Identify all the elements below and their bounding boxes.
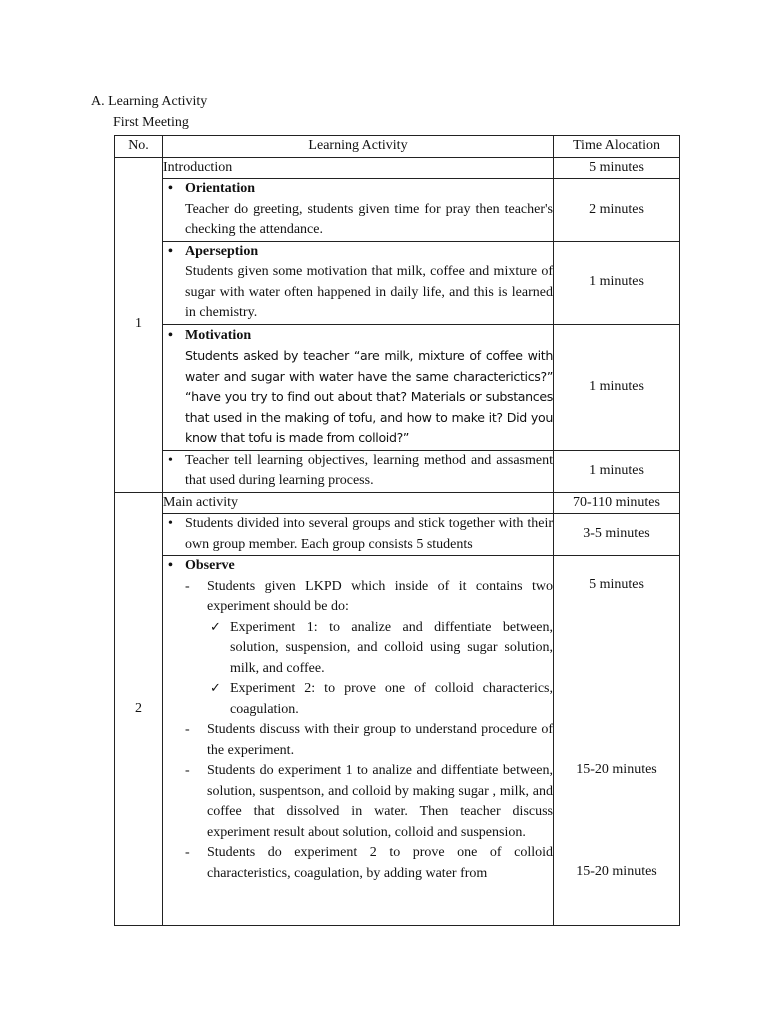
observe-step-4: - Students do experiment 2 to prove one of colloid characteristics, coagulation, by adding water from (163, 843, 553, 884)
aperseption-time: 1 minutes (554, 241, 680, 324)
table-row (115, 514, 680, 556)
orientation-text: Teacher do greeting, students given time for pray then teacher's checking the attendance. (185, 201, 553, 237)
main-title: Main activity (163, 492, 554, 514)
header-time-alocation: Time Alocation (554, 136, 680, 158)
main-time: 70-110 minutes (554, 492, 680, 514)
table-row (115, 324, 680, 450)
header-learning-activity: Learning Activity (163, 136, 554, 158)
observe-time-1: 5 minutes (589, 577, 644, 592)
motivation-cell (163, 324, 554, 450)
table-row (115, 179, 680, 242)
intro-title: Introduction (163, 157, 554, 179)
table-row (115, 157, 680, 179)
table-header-row (115, 136, 680, 158)
aperseption-label: • Aperseption (163, 242, 553, 263)
motivation-time: 1 minutes (554, 324, 680, 450)
aperseption-text: Students given some motivation that milk, coffee and mixture of sugar with water often happened in daily life, and this is learned in chemistry. (185, 264, 553, 320)
table-row (115, 492, 680, 514)
observe-step-1: - Students given LKPD which inside of it contains two experiment should be do: (163, 577, 553, 618)
intro-time: 5 minutes (554, 157, 680, 179)
learning-activity-table (114, 135, 680, 926)
section-heading (91, 92, 207, 133)
groups-cell (163, 514, 554, 556)
header-no: No. (115, 136, 163, 158)
orientation-time: 2 minutes (554, 179, 680, 242)
observe-time-2: 15-20 minutes (576, 762, 657, 777)
observe-step-2: - Students discuss with their group to understand procedure of the experiment. (163, 720, 553, 761)
observe-label: • Observe (163, 556, 553, 577)
objectives-text: • Teacher tell learning objectives, learning method and assasment that used during learning process. (163, 451, 553, 492)
motivation-label: • Motivation (163, 326, 553, 347)
observe-step-3: - Students do experiment 1 to analize and diffentiate between, solution, suspentson, and colloid by making sugar , milk, and coffee that dissolved in water. Then teacher discuss experiment result about solution, colloid and suspension. (163, 761, 553, 843)
observe-experiment-1: ✓ Experiment 1: to analize and diffentiate between, solution, suspension, and colloid using sugar solution, milk, and coffee. (163, 618, 553, 680)
row-number: 2 (115, 492, 163, 926)
motivation-text: Students asked by teacher “are milk, mixture of coffee with water and sugar with water have the same characterictics?” “have you try to find out about that? Materials or substances that used in the making of tofu, and how to make it? Did you know that tofu is made from colloid?” (185, 348, 553, 445)
orientation-cell (163, 179, 554, 242)
section-subtitle: First Meeting (113, 114, 189, 130)
groups-time: 3-5 minutes (554, 514, 680, 556)
observe-time-3: 15-20 minutes (576, 864, 657, 879)
aperseption-cell (163, 241, 554, 324)
groups-text: • Students divided into several groups and stick together with their own group member. Each group consists 5 students (163, 514, 553, 555)
observe-experiment-2: ✓ Experiment 2: to prove one of colloid characterics, coagulation. (163, 679, 553, 720)
observe-time-cell (554, 556, 680, 926)
row-number: 1 (115, 157, 163, 492)
table-row (115, 241, 680, 324)
objectives-time: 1 minutes (554, 450, 680, 492)
section-title: A. Learning Activity (91, 94, 208, 109)
table-row (115, 450, 680, 492)
table-row (115, 556, 680, 926)
observe-cell (163, 556, 554, 926)
objectives-cell (163, 450, 554, 492)
orientation-label: • Orientation (163, 179, 553, 200)
